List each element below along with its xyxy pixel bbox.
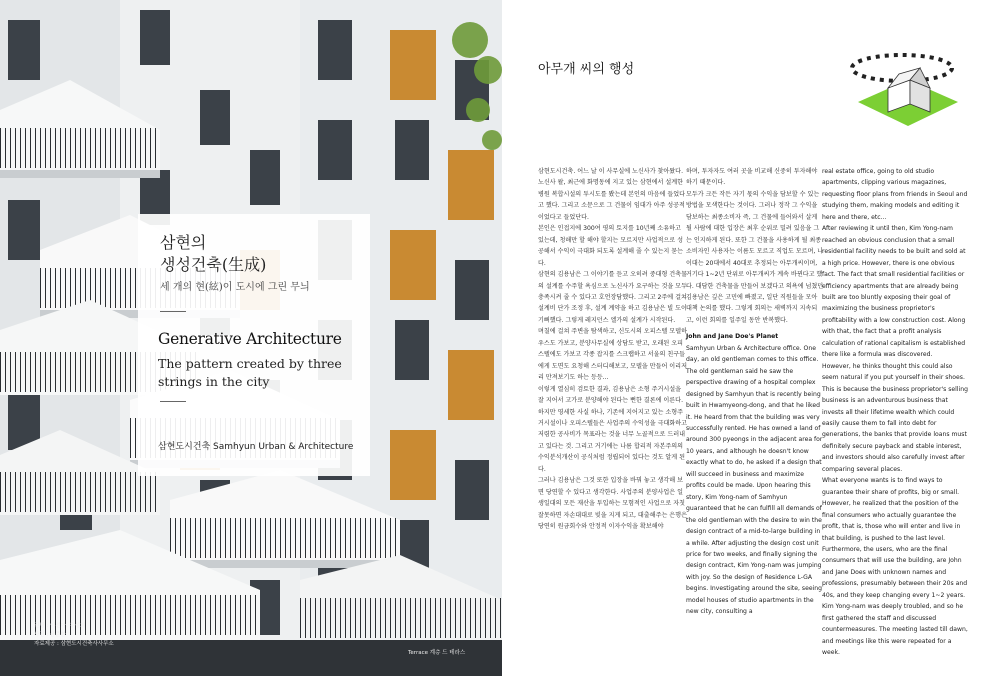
credit-line: 자료제공 : 삼현도시건축사사무소 <box>34 641 114 647</box>
paragraph: However, he thinks thought this could also seem natural if you put yourself in their shoes. This is because the business proprietor's selling business is an adventurous business that invests all their lifetime wealth which could easily cause them to fall into debt for generations, the banks that provide loans must definitely secure payback and stable interest, and investors should also carefully invest after comparing several places. <box>822 362 968 473</box>
paragraph: real estate office, going to old studio apartments, clipping various magazines, requesting floor plans from friends in Seoul and studying them, making models and editing it here and there, etc... <box>822 168 968 221</box>
paragraph: 며칠에 걸쳐 주변을 탐색하고, 신도시의 오피스텔 모델하우스도 가보고, 분양사무실에 상담도 받고, 오래된 오피스텔에도 가보고 각종 잡지를 스크랩하고 서울의 친구들에게 도면도 요청해 스터디해보고, 모델을 만들어 이리저리 만져보기도 하는 등등... <box>538 328 687 382</box>
paragraph: 삼현도시건축. 어느 날 이 사무실에 노신사가 찾아왔다. 노신사 왈, 최근에 화명동에 지고 있는 삼현에서 설계한 병원 복합시설의 투시도를 봤는데 본인의 마음에 들었다고 했다. 그리고 소문으로 그 건물이 임대가 아주 성공적이었다고 들었단다. <box>538 168 686 221</box>
english-subtitle-line1: The pattern created by three <box>158 356 342 371</box>
credit-line: 사진 : 윤준환 <box>34 632 66 638</box>
section-title: 아무개 씨의 행성 <box>538 62 635 77</box>
english-subtitle-line2: strings in the city <box>158 374 270 389</box>
paragraph: What everyone wants is to find ways to guarantee their share of profits, big or small. However, he realized that the position of the final consumers who actually guarantee the profit, that is, those who will enter and live in that building, is pushed to the last level. Furthermore, the users, who are the final consumers that will use the building, are John and Jane Does with unknown names and professions, presumably between their 20s and 40s, and they keep changing every 1~2 years. <box>822 477 968 599</box>
korean-subtitle: 세 개의 현(絃)이 도시에 그린 무늬 <box>160 282 310 293</box>
column-korean-1 <box>538 166 688 533</box>
credits <box>34 622 154 649</box>
right-page <box>502 0 1005 676</box>
paragraph: Kim Yong-nam was deeply troubled, and so he first gathered the staff and discussed countermeasures. The meeting lasted till dawn, and meetings like this were repeated for a week. <box>822 603 968 657</box>
paragraph: After reviewing it until then, Kim Yong-nam reached an obvious conclusion that a small residential facility needs to be built and sold at a high price. However, there is one obvious fact. The fact that small residential facilities or efficiency apartments that are already being built are too bluntly exposing their goal of maximizing the business proprietor's profitability with a low construction cost. Along with that, the fact that a profit analysis calculation of rational capitalism is established there like a formula was discovered. <box>822 225 966 359</box>
photo-caption: Terrace 계층 드 테라스 <box>408 650 466 656</box>
left-page <box>0 0 502 676</box>
house-illustration-icon <box>838 40 963 140</box>
credit-line: 진행 : 이선아, 유성희 <box>34 623 86 629</box>
paragraph: 삼현의 김용남은 그 이야기를 듣고 오히려 중대형 건축물의 설계를 수주할 욕심으로 노신사가 요구하는 것을 모두 충족시켜 줄 수 있다고 호언장담했다. 그리고 2주에 걸쳐 설계비 단가 조정 후, 설계 계약을 하고 김용남은 빌 도이 기뻐했다. 그렇게 레지던스 엘가의 설계가 시작된다. <box>538 271 687 324</box>
column-2 <box>686 166 824 618</box>
paragraph: 본인은 인접지에 300여 평의 토지를 10년째 소유하고 있는데, 청해만 할 해야 할지는 모르지만 사업적으로 성공해서 수익이 극대화 되도록 설계해 줄 수 있는지 묻는다. <box>538 225 684 267</box>
divider <box>160 311 186 312</box>
paragraph: Samhyun Urban & Architecture office. One day, an old gentleman comes to this office. The old gentleman said he saw the perspective drawing of a hospital complex designed by Samhyun that is recently being built in Hwamyeong-dong, and that he liked it. He heard from that the building was very successfully rented. He has owned a land of around 300 pyeongs in the adjacent area for 10 years, and although he doesn't know exactly what to do, he asked if a design that will succeed in business and maximize profits could be made. Upon hearing this story, Kim Yong-nam of Samhyun guaranteed that he can fulfill all demands of the old gentleman with the desire to win the design contract of a mid-to-large building in a while. After adjusting the design cost unit price for two weeks, and finally signing the design contract, Kim Yong-nam was jumping with joy. So the design of Residence L-GA begins. Investigating around the site, seeing model houses of studio apartments in the new city, consulting a <box>686 344 823 616</box>
paragraph: 하며, 투자자도 여러 곳을 비교해 신중히 투자해야 하기 때문이다. <box>686 168 818 187</box>
paragraph: 모두가 크든 작든 자기 몫의 수익을 담보할 수 있는 방법을 모색한다는 것이다. 그러나 정작 그 수익을 담보하는 최종소비자 즉, 그 건물에 들어와서 살게 될 사람에 대한 입장은 최후 순위로 밀려 있음을 그는 인지하게 된다. 또한 그 건물을 사용하게 될 최종 소비자인 사용자는 이름도 모르고 직업도 모르며, 나이대는 20대에서 40대로 추정되는 아무개씨이며, 거기다 1~2년 단위로 아무개씨가 계속 바뀐다고 했다. 대담한 건축물을 만들어 보겠다고 의욕에 넘쳤던 김용남은 깊은 고민에 빠졌고, 일단 직원들을 모아 대책 논의를 했다. 그렇게 회의는 새벽까지 지속되고, 이런 회의를 일주일 동안 반복했다. <box>686 190 824 324</box>
title-card <box>138 214 370 476</box>
paragraph: 그러나 김용남은 그것 또한 입장을 바꿔 놓고 생각해 보면 당연할 수 있다고 생각한다. 사업주의 분양사업은 일생일대의 모든 재산을 투입하는 모험적인 사업으로 자칫 잘못하면 자손대대로 빚을 지게 되고, 대출해주는 은행은 당연히 원금회수와 안정적 이자수익을 확보해야 <box>538 477 687 531</box>
english-title: Generative Architecture <box>158 330 342 348</box>
divider <box>160 401 186 402</box>
column-english-3 <box>822 166 968 658</box>
korean-title-line1: 삼현의 <box>160 233 207 252</box>
firm-name: 삼현도시건축 Samhyun Urban & Architecture <box>158 442 354 452</box>
paragraph: 이렇게 열심히 검토한 결과, 김용남은 소형 주거시설을 잘 지어서 고가로 분양해야 된다는 뻔한 결론에 이른다. 하지만 영세한 사실 하나, 기존에 지어지고 있는 소형주거시설이나 오피스텔들은 사업주의 수익성을 극대화하고 저렴한 공사비가 목표라는 것을 너무 노골적으로 드러내고 있다는 것. 그리고 거기에는 나름 합리적 자본주의의 수익분석개산이 공식처럼 정립되어 있다는 것도 알게 된다. <box>538 385 688 473</box>
korean-title-line2: 생성건축(生成) <box>160 255 267 274</box>
english-heading: John and Jane Doe's Planet <box>686 333 779 341</box>
